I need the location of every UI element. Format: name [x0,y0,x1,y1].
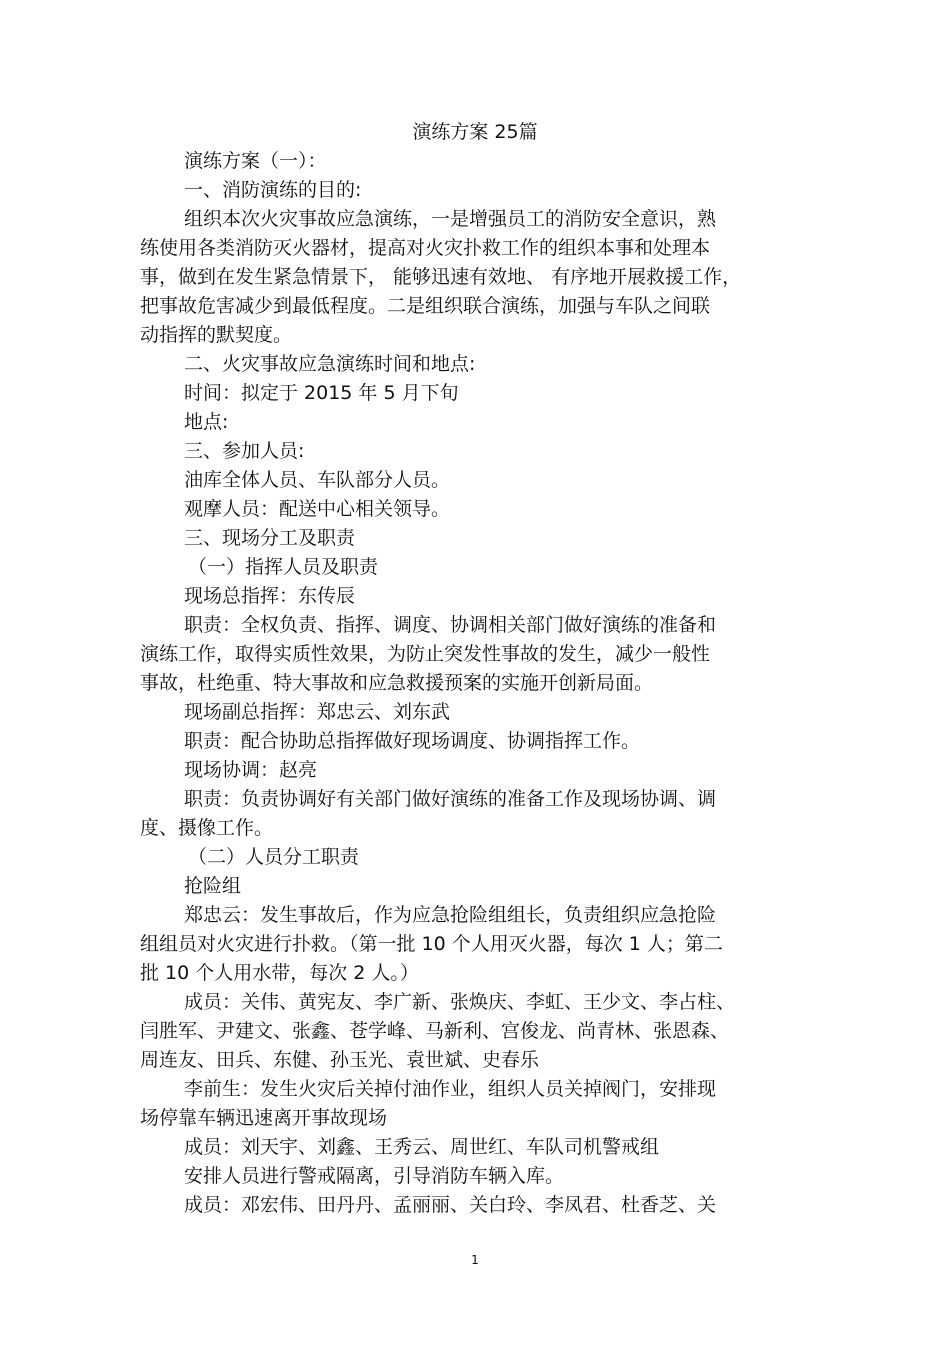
document-title: 演练方案 25篇 [412,121,538,143]
text-line: 演练工作，取得实质性效果，为防止突发性事故的发生，减少一般性 [140,643,711,665]
text-line: 现场总指挥：东传辰 [184,585,356,607]
text-line: 动指挥的默契度。 [140,324,293,346]
text-line: 安排人员进行警戒隔离，引导消防车辆入库。 [184,1165,565,1187]
text-line: 组织本次火灾事故应急演练，一是增强员工的消防安全意识，熟 [184,208,717,230]
text-line: 李前生：发生火灾后关掉付油作业，组织人员关掉阀门，安排现 [184,1078,717,1100]
text-line: 闫胜军、尹建文、张鑫、苍学峰、马新利、宫俊龙、尚青林、张恩森、 [140,1020,730,1042]
page-number: 1 [471,1253,479,1267]
text-line: 观摩人员：配送中心相关领导。 [184,498,451,520]
text-line: 周连友、田兵、东健、孙玉光、袁世斌、史春乐 [140,1049,540,1071]
text-line: 地点: [184,411,229,433]
text-line: 度、摄像工作。 [140,817,274,839]
text-line: 事故，杜绝重、特大事故和应急救援预案的实施开创新局面。 [140,672,654,694]
text-line: 职责：配合协助总指挥做好现场调度、协调指挥工作。 [184,730,641,752]
text-line: 组组员对火灾进行扑救。（第一批 10 个人用灭火器，每次 1 人；第二 [140,933,723,955]
text-line: 郑忠云：发生事故后，作为应急抢险组组长，负责组织应急抢险 [184,904,717,926]
text-line: 成员：关伟、黄宪友、李广新、张焕庆、李虹、王少文、李占柱、 [184,991,736,1013]
text-line: （二）人员分工职责 [188,846,360,868]
text-line: 职责：负责协调好有关部门做好演练的准备工作及现场协调、调 [184,788,717,810]
text-line: 把事故危害减少到最低程度。二是组织联合演练，加强与车队之间联 [140,295,711,317]
text-line: 现场副总指挥：郑忠云、刘东武 [184,701,451,723]
text-line: 三、现场分工及职责 [184,527,356,549]
text-line: 时间：拟定于 2015 年 5 月下旬 [184,382,459,404]
text-line: 场停靠车辆迅速离开事故现场 [140,1107,388,1129]
text-line: 抢险组 [184,875,242,897]
text-line: 成员：刘天宇、刘鑫、王秀云、周世红、车队司机警戒组 [184,1136,660,1158]
text-line: 三、参加人员: [184,440,305,462]
text-line: 事，做到在发生紧急情景下， 能够迅速有效地、 有序地开展救援工作， [140,266,742,288]
text-line: 批 10 个人用水带，每次 2 人。） [140,962,419,984]
text-line: 成员：邓宏伟、田丹丹、孟丽丽、关白玲、李凤君、杜香芝、关 [184,1194,717,1216]
text-line: 练使用各类消防灭火器材，提高对火灾扑救工作的组织本事和处理本 [140,237,711,259]
text-line: 油库全体人员、车队部分人员。 [184,469,451,491]
text-line: 演练方案（一）： [184,150,327,172]
text-line: 现场协调：赵亮 [184,759,318,781]
text-line: 二、火灾事故应急演练时间和地点: [184,353,476,375]
text-line: 职责：全权负责、指挥、调度、协调相关部门做好演练的准备和 [184,614,717,636]
text-line: 一、消防演练的目的: [184,179,362,201]
text-line: （一）指挥人员及职责 [188,556,379,578]
